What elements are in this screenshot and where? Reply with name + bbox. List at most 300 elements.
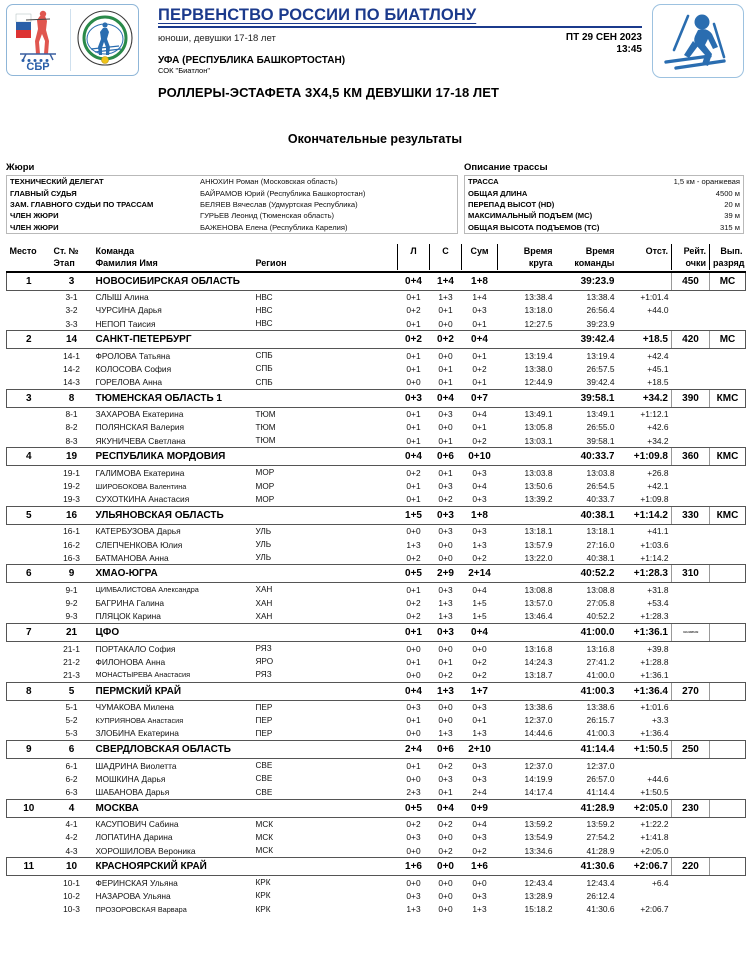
event-datetime bbox=[566, 32, 642, 55]
athlete-name: ЧУМАКОВА Милена bbox=[95, 702, 174, 713]
athlete-behind: +2:06.7 bbox=[640, 904, 669, 915]
athlete-name: ЛОПАТИНА Дарина bbox=[95, 832, 173, 843]
athlete-standing: 0+1 bbox=[438, 656, 453, 667]
team-bib: 14 bbox=[51, 331, 93, 349]
team-place: 7 bbox=[7, 623, 51, 641]
col-header-place: Место bbox=[9, 245, 37, 256]
athlete-rank-spacer bbox=[710, 668, 746, 682]
course-key: ОБЩАЯ ВЫСОТА ПОДЪЕМОВ (ТС) bbox=[468, 222, 600, 232]
athlete-place-spacer bbox=[7, 524, 51, 538]
athlete-sum: 0+2 bbox=[472, 845, 487, 856]
athlete-standing: 0+2 bbox=[438, 845, 453, 856]
athlete-row[interactable] bbox=[7, 349, 746, 363]
athlete-row[interactable] bbox=[7, 641, 746, 655]
athlete-behind: +31.8 bbox=[647, 584, 669, 595]
athlete-rank-spacer bbox=[710, 759, 746, 773]
athlete-points-spacer bbox=[672, 421, 710, 434]
athlete-standing: 1+3 bbox=[438, 598, 453, 609]
athlete-cumulative-time: 26:57.5 bbox=[586, 363, 615, 374]
team-sport-rank bbox=[710, 682, 746, 700]
team-row[interactable] bbox=[7, 741, 746, 759]
athlete-standing: 0+0 bbox=[438, 643, 453, 654]
athlete-place-spacer bbox=[7, 772, 51, 785]
course-panel bbox=[464, 162, 744, 234]
athlete-behind: +2:05.0 bbox=[640, 845, 669, 856]
results-table-head bbox=[7, 244, 746, 272]
athlete-leg: 14-1 bbox=[63, 350, 80, 361]
team-bib: 10 bbox=[51, 858, 93, 876]
team-bib: 3 bbox=[51, 272, 93, 291]
team-bib: 9 bbox=[51, 565, 93, 583]
team-standing: 0+4 bbox=[430, 799, 462, 817]
athlete-row[interactable] bbox=[7, 610, 746, 624]
athlete-place-spacer bbox=[7, 466, 51, 480]
athlete-prone: 1+3 bbox=[406, 904, 421, 915]
team-sum: 0+4 bbox=[462, 331, 498, 349]
team-sport-rank: КМС bbox=[710, 506, 746, 524]
athlete-row[interactable] bbox=[7, 597, 746, 610]
athlete-place-spacer bbox=[7, 714, 51, 727]
athlete-name: ШАДРИНА Виолетта bbox=[95, 760, 177, 771]
athlete-lap-time: 13:59.2 bbox=[524, 819, 553, 830]
athlete-prone: 0+2 bbox=[406, 819, 421, 830]
team-sum: 0+10 bbox=[462, 448, 498, 466]
athlete-name: НЕПОП Таисия bbox=[95, 318, 156, 329]
athlete-cumulative-time: 27:54.2 bbox=[586, 832, 615, 843]
athlete-behind: +1:12.1 bbox=[640, 409, 669, 420]
athlete-prone: 0+0 bbox=[406, 377, 421, 388]
athlete-region: ТЮМ bbox=[255, 422, 276, 432]
athlete-prone: 0+0 bbox=[406, 845, 421, 856]
team-row[interactable] bbox=[7, 682, 746, 700]
athlete-region: ТЮМ bbox=[255, 409, 276, 419]
team-standing: 0+3 bbox=[430, 506, 462, 524]
athlete-place-spacer bbox=[7, 597, 51, 610]
athlete-cumulative-time: 41:14.4 bbox=[586, 787, 615, 798]
athlete-leg: 19-2 bbox=[63, 481, 80, 492]
athlete-lap-time: 12:44.9 bbox=[524, 377, 553, 388]
athlete-behind: +1:36.1 bbox=[640, 669, 669, 680]
athlete-name: ЗАХАРОВА Екатерина bbox=[95, 409, 184, 420]
jury-row bbox=[7, 176, 457, 187]
athlete-row[interactable] bbox=[7, 817, 746, 831]
team-name: ПЕРМСКИЙ КРАЙ bbox=[93, 682, 398, 700]
athlete-standing: 0+1 bbox=[438, 467, 453, 478]
athlete-lap-time: 13:50.6 bbox=[524, 481, 553, 492]
team-rating-points: 390 bbox=[672, 389, 710, 407]
athlete-region: ПЕР bbox=[255, 728, 273, 738]
team-lap-time bbox=[498, 682, 556, 700]
team-bib: 21 bbox=[51, 623, 93, 641]
athlete-place-spacer bbox=[7, 610, 51, 624]
athlete-rank-spacer bbox=[710, 700, 746, 714]
athlete-lap-time: 13:57.0 bbox=[524, 598, 553, 609]
team-lap-time bbox=[498, 448, 556, 466]
athlete-lap-time: 13:18.1 bbox=[524, 526, 553, 537]
athlete-prone: 0+3 bbox=[406, 890, 421, 901]
athlete-leg: 5-1 bbox=[65, 702, 78, 713]
team-sport-rank bbox=[710, 565, 746, 583]
athlete-name: ПРОЗОРОВСКАЯ Варвара bbox=[95, 904, 187, 914]
athlete-rank-spacer bbox=[710, 376, 746, 390]
team-total-time: 39:58.1 bbox=[556, 389, 618, 407]
athlete-leg: 9-2 bbox=[65, 598, 78, 609]
team-total-time: 39:23.9 bbox=[556, 272, 618, 291]
athlete-lap-time: 13:03.8 bbox=[524, 467, 553, 478]
team-place: 5 bbox=[7, 506, 51, 524]
team-rating-points: 220 bbox=[672, 858, 710, 876]
athlete-prone: 0+2 bbox=[406, 611, 421, 622]
team-lap-time bbox=[498, 799, 556, 817]
athlete-standing: 0+0 bbox=[438, 318, 453, 329]
athlete-lap-time: 13:22.0 bbox=[524, 552, 553, 563]
athlete-points-spacer bbox=[672, 583, 710, 597]
athlete-row[interactable] bbox=[7, 304, 746, 317]
team-total-time: 40:33.7 bbox=[556, 448, 618, 466]
athlete-row[interactable] bbox=[7, 700, 746, 714]
course-heading: Описание трассы bbox=[464, 162, 548, 173]
athlete-rank-spacer bbox=[710, 831, 746, 844]
athlete-leg: 6-3 bbox=[65, 787, 78, 798]
athlete-row[interactable] bbox=[7, 772, 746, 785]
team-place: 2 bbox=[7, 331, 51, 349]
athlete-prone: 2+3 bbox=[406, 787, 421, 798]
athlete-sum: 0+3 bbox=[472, 467, 487, 478]
team-sport-rank: КМС bbox=[710, 448, 746, 466]
athlete-cumulative-time: 26:12.4 bbox=[586, 890, 615, 901]
athlete-region: МСК bbox=[255, 819, 274, 829]
col-header-region-top bbox=[253, 244, 398, 257]
athlete-standing: 0+0 bbox=[438, 552, 453, 563]
athlete-leg: 9-1 bbox=[65, 584, 78, 595]
athlete-row[interactable] bbox=[7, 668, 746, 682]
athlete-rank-spacer bbox=[710, 597, 746, 610]
course-key: ТРАССА bbox=[468, 177, 499, 187]
jury-person: БАЙРАМОВ Юрий (Республика Башкортостан) bbox=[200, 188, 366, 198]
athlete-prone: 0+2 bbox=[406, 552, 421, 563]
athlete-region: ЯРО bbox=[255, 657, 274, 667]
athlete-region: РЯЗ bbox=[255, 644, 272, 654]
athlete-place-spacer bbox=[7, 376, 51, 390]
athlete-region: РЯЗ bbox=[255, 670, 272, 680]
team-standing: 0+6 bbox=[430, 741, 462, 759]
athlete-row[interactable] bbox=[7, 538, 746, 551]
team-prone: 0+3 bbox=[398, 389, 430, 407]
athlete-behind: +1:09.8 bbox=[640, 494, 669, 505]
athlete-row[interactable] bbox=[7, 844, 746, 858]
athlete-prone: 0+3 bbox=[406, 702, 421, 713]
athlete-row[interactable] bbox=[7, 479, 746, 492]
athlete-row[interactable] bbox=[7, 466, 746, 480]
athlete-row[interactable] bbox=[7, 903, 746, 916]
athlete-rank-spacer bbox=[710, 610, 746, 624]
athlete-place-spacer bbox=[7, 903, 51, 916]
athlete-lap-time: 13:38.4 bbox=[524, 292, 553, 303]
team-name: САНКТ-ПЕТЕРБУРГ bbox=[93, 331, 398, 349]
team-row[interactable] bbox=[7, 623, 746, 641]
jury-heading: Жюри bbox=[6, 162, 35, 173]
athlete-row[interactable] bbox=[7, 876, 746, 890]
team-row[interactable] bbox=[7, 448, 746, 466]
athlete-row[interactable] bbox=[7, 759, 746, 773]
athlete-rank-spacer bbox=[710, 583, 746, 597]
athlete-points-spacer bbox=[672, 434, 710, 448]
team-total-time: 40:52.2 bbox=[556, 565, 618, 583]
team-name: ЦФО bbox=[93, 623, 398, 641]
team-place: 11 bbox=[7, 858, 51, 876]
jury-row bbox=[7, 187, 457, 198]
athlete-lap-time: 14:19.9 bbox=[524, 773, 553, 784]
athlete-rank-spacer bbox=[710, 641, 746, 655]
col-header-bib: Ст. № bbox=[53, 245, 79, 256]
team-prone: 2+4 bbox=[398, 741, 430, 759]
athlete-leg: 14-2 bbox=[63, 363, 80, 374]
team-place: 3 bbox=[7, 389, 51, 407]
athlete-standing: 0+1 bbox=[438, 363, 453, 374]
athlete-cumulative-time: 13:18.1 bbox=[586, 526, 615, 537]
athlete-behind: +1:01.4 bbox=[640, 292, 669, 303]
athlete-behind bbox=[618, 317, 672, 331]
athlete-prone: 0+1 bbox=[406, 760, 421, 771]
athlete-behind: +1:41.8 bbox=[640, 832, 669, 843]
athlete-leg: 16-2 bbox=[63, 539, 80, 550]
team-total-time: 41:28.9 bbox=[556, 799, 618, 817]
athlete-lap-time: 13:38.0 bbox=[524, 363, 553, 374]
col-header-team: Команда bbox=[95, 245, 135, 256]
athlete-row[interactable] bbox=[7, 362, 746, 375]
athlete-cumulative-time: 26:15.7 bbox=[586, 715, 615, 726]
athlete-lap-time: 13:18.7 bbox=[524, 669, 553, 680]
jury-role: ГЛАВНЫЙ СУДЬЯ bbox=[10, 188, 77, 198]
team-sum: 1+7 bbox=[462, 682, 498, 700]
athlete-name: КУПРИЯНОВА Анастасия bbox=[95, 715, 184, 725]
athlete-place-spacer bbox=[7, 700, 51, 714]
athlete-region: СВЕ bbox=[255, 787, 273, 797]
team-row[interactable] bbox=[7, 272, 746, 291]
athlete-row[interactable] bbox=[7, 551, 746, 565]
athlete-behind: +26.8 bbox=[647, 467, 669, 478]
athlete-row[interactable] bbox=[7, 655, 746, 668]
athlete-points-spacer bbox=[672, 407, 710, 421]
event-venue: УФА (РЕСПУБЛИКА БАШКОРТОСТАН) bbox=[158, 55, 346, 67]
athlete-row[interactable] bbox=[7, 714, 746, 727]
results-status: Окончательные результаты bbox=[287, 132, 463, 146]
athlete-standing: 1+3 bbox=[438, 611, 453, 622]
athlete-place-spacer bbox=[7, 317, 51, 331]
team-sum: 0+9 bbox=[462, 799, 498, 817]
athlete-place-spacer bbox=[7, 759, 51, 773]
course-value: 1,5 км - оранжевая bbox=[673, 177, 740, 187]
athlete-region: МОР bbox=[255, 481, 275, 491]
athlete-lap-time: 13:18.0 bbox=[524, 305, 553, 316]
athlete-behind: +34.2 bbox=[647, 435, 669, 446]
athlete-row[interactable] bbox=[7, 407, 746, 421]
col-subheader-points: очки bbox=[672, 257, 710, 269]
event-time: 13:45 bbox=[616, 43, 642, 55]
athlete-sum: 0+4 bbox=[472, 409, 487, 420]
athlete-place-spacer bbox=[7, 641, 51, 655]
athlete-row[interactable] bbox=[7, 317, 746, 331]
athlete-region: МОР bbox=[255, 468, 275, 478]
athlete-lap-time: 13:46.4 bbox=[524, 611, 553, 622]
athlete-behind: +42.1 bbox=[647, 481, 669, 492]
course-key: ПЕРЕПАД ВЫСОТ (HD) bbox=[468, 199, 555, 209]
athlete-row[interactable] bbox=[7, 434, 746, 448]
athlete-points-spacer bbox=[672, 655, 710, 668]
athlete-sum: 0+3 bbox=[472, 760, 487, 771]
course-value: 20 м bbox=[724, 199, 740, 209]
athlete-leg: 3-2 bbox=[65, 305, 78, 316]
athlete-cumulative-time: 41:30.6 bbox=[586, 904, 615, 915]
athlete-place-spacer bbox=[7, 290, 51, 304]
course-row bbox=[465, 210, 743, 221]
athlete-row[interactable] bbox=[7, 493, 746, 507]
athlete-place-spacer bbox=[7, 421, 51, 434]
event-venue-sub: СОК "Биатлон" bbox=[158, 66, 211, 76]
athlete-standing: 0+3 bbox=[438, 481, 453, 492]
athlete-row[interactable] bbox=[7, 376, 746, 390]
athlete-row[interactable] bbox=[7, 889, 746, 902]
team-prone: 1+6 bbox=[398, 858, 430, 876]
athlete-points-spacer bbox=[672, 700, 710, 714]
athlete-points-spacer bbox=[672, 538, 710, 551]
team-rating-points bbox=[672, 623, 710, 641]
athlete-name: ЦИМБАЛИСТОВА Александра bbox=[95, 585, 199, 595]
team-row[interactable] bbox=[7, 506, 746, 524]
team-behind: +1:36.1 bbox=[618, 623, 672, 641]
team-sum: 0+7 bbox=[462, 389, 498, 407]
athlete-place-spacer bbox=[7, 655, 51, 668]
team-row[interactable] bbox=[7, 389, 746, 407]
athlete-rank-spacer bbox=[710, 317, 746, 331]
team-rating-points: 360 bbox=[672, 448, 710, 466]
athlete-standing: 0+3 bbox=[438, 773, 453, 784]
team-total-time: 41:00.0 bbox=[556, 623, 618, 641]
athlete-standing: 0+0 bbox=[438, 715, 453, 726]
athlete-sum: 1+5 bbox=[472, 611, 487, 622]
team-sport-rank: КМС bbox=[710, 389, 746, 407]
athlete-prone: 0+1 bbox=[406, 656, 421, 667]
team-row[interactable] bbox=[7, 799, 746, 817]
athlete-sum: 1+3 bbox=[472, 728, 487, 739]
athlete-name: ФЕРИНСКАЯ Ульяна bbox=[95, 877, 178, 888]
athlete-row[interactable] bbox=[7, 583, 746, 597]
athlete-standing: 0+1 bbox=[438, 787, 453, 798]
team-sport-rank: МС bbox=[710, 272, 746, 291]
athlete-sum: 0+0 bbox=[472, 643, 487, 654]
team-prone: 0+4 bbox=[398, 272, 430, 291]
athlete-region: МСК bbox=[255, 846, 274, 856]
athlete-cumulative-time: 41:28.9 bbox=[586, 845, 615, 856]
athlete-lap-time: 14:44.6 bbox=[524, 728, 553, 739]
team-sum: 2+10 bbox=[462, 741, 498, 759]
jury-person: БАЖЕНОВА Елена (Республика Карелия) bbox=[200, 222, 348, 232]
athlete-name: СЛЫШ Алина bbox=[95, 292, 149, 303]
col-subheader-athlete: Фамилия Имя bbox=[95, 258, 158, 269]
page-header bbox=[0, 0, 750, 120]
athlete-cumulative-time: 40:52.2 bbox=[586, 611, 615, 622]
athlete-sum: 0+3 bbox=[472, 526, 487, 537]
athlete-behind: +42.6 bbox=[647, 422, 669, 433]
athlete-points-spacer bbox=[672, 362, 710, 375]
athlete-row[interactable] bbox=[7, 524, 746, 538]
athlete-sum: 0+3 bbox=[472, 305, 487, 316]
athlete-behind: +1:01.6 bbox=[640, 702, 669, 713]
athlete-standing: 0+0 bbox=[438, 832, 453, 843]
col-subheader-prone bbox=[398, 257, 430, 269]
athlete-leg: 21-3 bbox=[63, 669, 80, 680]
team-row[interactable] bbox=[7, 331, 746, 349]
athlete-rank-spacer bbox=[710, 772, 746, 785]
athlete-name: ШАБАНОВА Дарья bbox=[95, 787, 170, 798]
athlete-region: ТЮМ bbox=[255, 436, 276, 446]
athlete-prone: 0+0 bbox=[406, 728, 421, 739]
athlete-points-spacer bbox=[672, 889, 710, 902]
athlete-row[interactable] bbox=[7, 421, 746, 434]
athlete-leg: 16-3 bbox=[63, 552, 80, 563]
athlete-place-spacer bbox=[7, 362, 51, 375]
athlete-lap-time: 12:37.0 bbox=[524, 760, 553, 771]
athlete-name: МОНАСТЫРЕВА Анастасия bbox=[95, 670, 191, 680]
athlete-leg: 6-2 bbox=[65, 773, 78, 784]
athlete-cumulative-time: 13:16.8 bbox=[586, 643, 615, 654]
team-row[interactable] bbox=[7, 565, 746, 583]
athlete-region: МОР bbox=[255, 494, 275, 504]
team-lap-time bbox=[498, 389, 556, 407]
athlete-sum: 0+1 bbox=[472, 350, 487, 361]
athlete-leg: 10-1 bbox=[63, 877, 80, 888]
jury-person: ГУРЬЕВ Леонид (Тюменская область) bbox=[200, 211, 335, 221]
athlete-standing: 0+0 bbox=[438, 422, 453, 433]
athlete-region: УЛЬ bbox=[255, 526, 272, 536]
athlete-row[interactable] bbox=[7, 727, 746, 741]
team-sport-rank: МС bbox=[710, 331, 746, 349]
team-name: РЕСПУБЛИКА МОРДОВИЯ bbox=[93, 448, 398, 466]
team-bib: 4 bbox=[51, 799, 93, 817]
team-sum: 1+8 bbox=[462, 272, 498, 291]
course-row bbox=[465, 222, 743, 233]
athlete-row[interactable] bbox=[7, 290, 746, 304]
athlete-cumulative-time: 41:00.0 bbox=[586, 669, 615, 680]
athlete-leg: 3-3 bbox=[65, 318, 78, 329]
athlete-behind: +44.0 bbox=[647, 305, 669, 316]
athlete-sum: 0+2 bbox=[472, 552, 487, 563]
athlete-row[interactable] bbox=[7, 831, 746, 844]
athlete-cumulative-time: 39:58.1 bbox=[586, 435, 615, 446]
athlete-row[interactable] bbox=[7, 785, 746, 799]
team-rating-points: 310 bbox=[672, 565, 710, 583]
athlete-place-spacer bbox=[7, 785, 51, 799]
team-lap-time bbox=[498, 741, 556, 759]
event-title: ПЕРВЕНСТВО РОССИИ ПО БИАТЛОНУ bbox=[158, 6, 477, 24]
team-behind: +2:06.7 bbox=[618, 858, 672, 876]
athlete-rank-spacer bbox=[710, 349, 746, 363]
athlete-place-spacer bbox=[7, 407, 51, 421]
team-standing: 0+4 bbox=[430, 389, 462, 407]
athlete-cumulative-time: 39:23.9 bbox=[586, 318, 615, 329]
athlete-name: ЯКУНИЧЕВА Светлана bbox=[95, 435, 186, 446]
athlete-points-spacer bbox=[672, 376, 710, 390]
team-place: 8 bbox=[7, 682, 51, 700]
athlete-prone: 0+0 bbox=[406, 773, 421, 784]
course-key: МАКСИМАЛЬНЫЙ ПОДЪЕМ (МС) bbox=[468, 211, 593, 221]
athlete-points-spacer bbox=[672, 551, 710, 565]
athlete-sum: 0+1 bbox=[472, 422, 487, 433]
athlete-lap-time: 12:27.5 bbox=[524, 318, 553, 329]
athlete-points-spacer bbox=[672, 290, 710, 304]
team-sport-rank bbox=[710, 623, 746, 641]
team-row[interactable] bbox=[7, 858, 746, 876]
